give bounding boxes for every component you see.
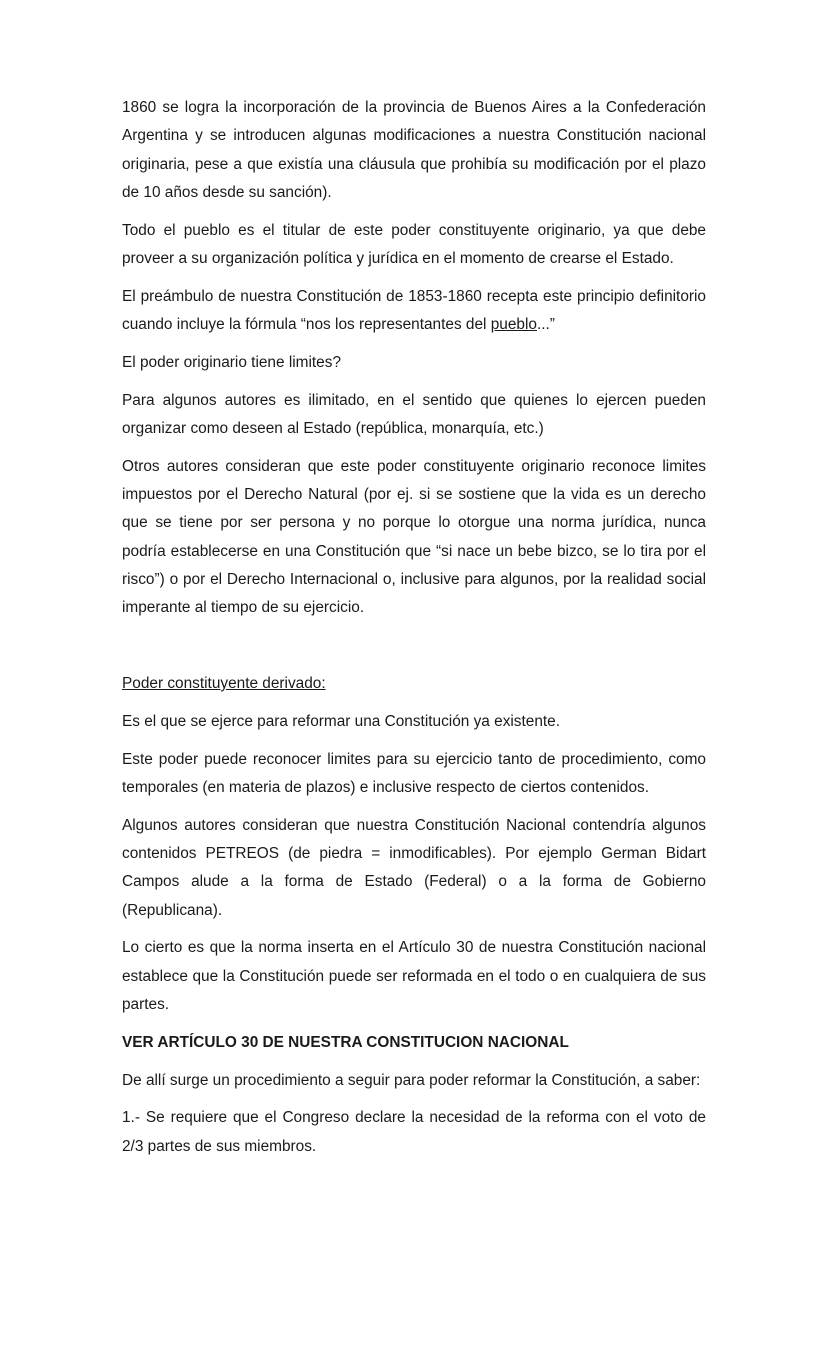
paragraph-contenidos-petreos: Algunos autores consideran que nuestra Constitución Nacional contendría algunos contenidos PETREOS (de piedra = inmodificables). Por ejemplo German Bidart Campos alude a la forma de Estado (Federal) o a la forma de Gobierno (Republicana). xyxy=(122,816,706,919)
paragraph-definicion-derivado: Es el que se ejerce para reformar una Constitución ya existente. xyxy=(122,712,561,730)
paragraph-derecho-natural: Otros autores consideran que este poder constituyente originario reconoce limites impuestos por el Derecho Natural (por ej. si se sostiene que la vida es un derecho que se tiene por ser persona y no porque lo otorgue una norma jurídica, nunca podría establecerse en una Constitución que “si nace un bebe bizco, se lo tira por el risco”) o por el Derecho Internacional o, inclusive para algunos, por la realidad social imperante al tiempo de su ejercicio. xyxy=(122,457,706,617)
paragraph-preambulo xyxy=(122,283,706,340)
paragraph-procedimiento: De allí surge un procedimiento a seguir para poder reformar la Constitución, a saber: xyxy=(122,1071,701,1089)
bold-heading-ver-articulo: VER ARTÍCULO 30 DE NUESTRA CONSTITUCION NACIONAL xyxy=(122,1033,569,1051)
preambulo-ellipsis: ...” xyxy=(536,316,555,334)
paragraph-ilimitado: Para algunos autores es ilimitado, en el sentido que quienes lo ejercen pueden organizar como deseen al Estado (república, monarquía, etc.) xyxy=(122,391,706,437)
section-heading-derivado: Poder constituyente derivado: xyxy=(122,675,326,693)
blank-space xyxy=(122,632,706,670)
preambulo-text: El preámbulo de nuestra Constitución de 1853-1860 recepta este principio definitorio cuando incluye la fórmula “nos los representantes del xyxy=(122,287,706,334)
paragraph-limites-derivado: Este poder puede reconocer limites para su ejercicio tanto de procedimiento, como temporales (en materia de plazos) e inclusive respecto de ciertos contenidos. xyxy=(122,750,706,796)
paragraph-question-limites: El poder originario tiene limites? xyxy=(122,353,342,371)
document-page xyxy=(122,94,706,1171)
paragraph-titular-poder: Todo el pueblo es el titular de este poder constituyente originario, ya que debe proveer a su organización política y jurídica en el momento de crearse el Estado. xyxy=(122,221,706,267)
paragraph-articulo-30: Lo cierto es que la norma inserta en el Artículo 30 de nuestra Constitución nacional establece que la Constitución puede ser reformada en el todo o en cualquiera de sus partes. xyxy=(122,939,706,1014)
paragraph-1860-incorporacion: 1860 se logra la incorporación de la provincia de Buenos Aires a la Confederación Argentina y se introducen algunas modificaciones a nuestra Constitución nacional originaria, pese a que existía una cláusula que prohibía su modificación por el plazo de 10 años desde su sanción). xyxy=(122,99,706,201)
pueblo-underlined-word: pueblo xyxy=(490,316,537,334)
paragraph-paso-1: 1.- Se requiere que el Congreso declare la necesidad de la reforma con el voto de 2/3 partes de sus miembros. xyxy=(122,1109,706,1155)
